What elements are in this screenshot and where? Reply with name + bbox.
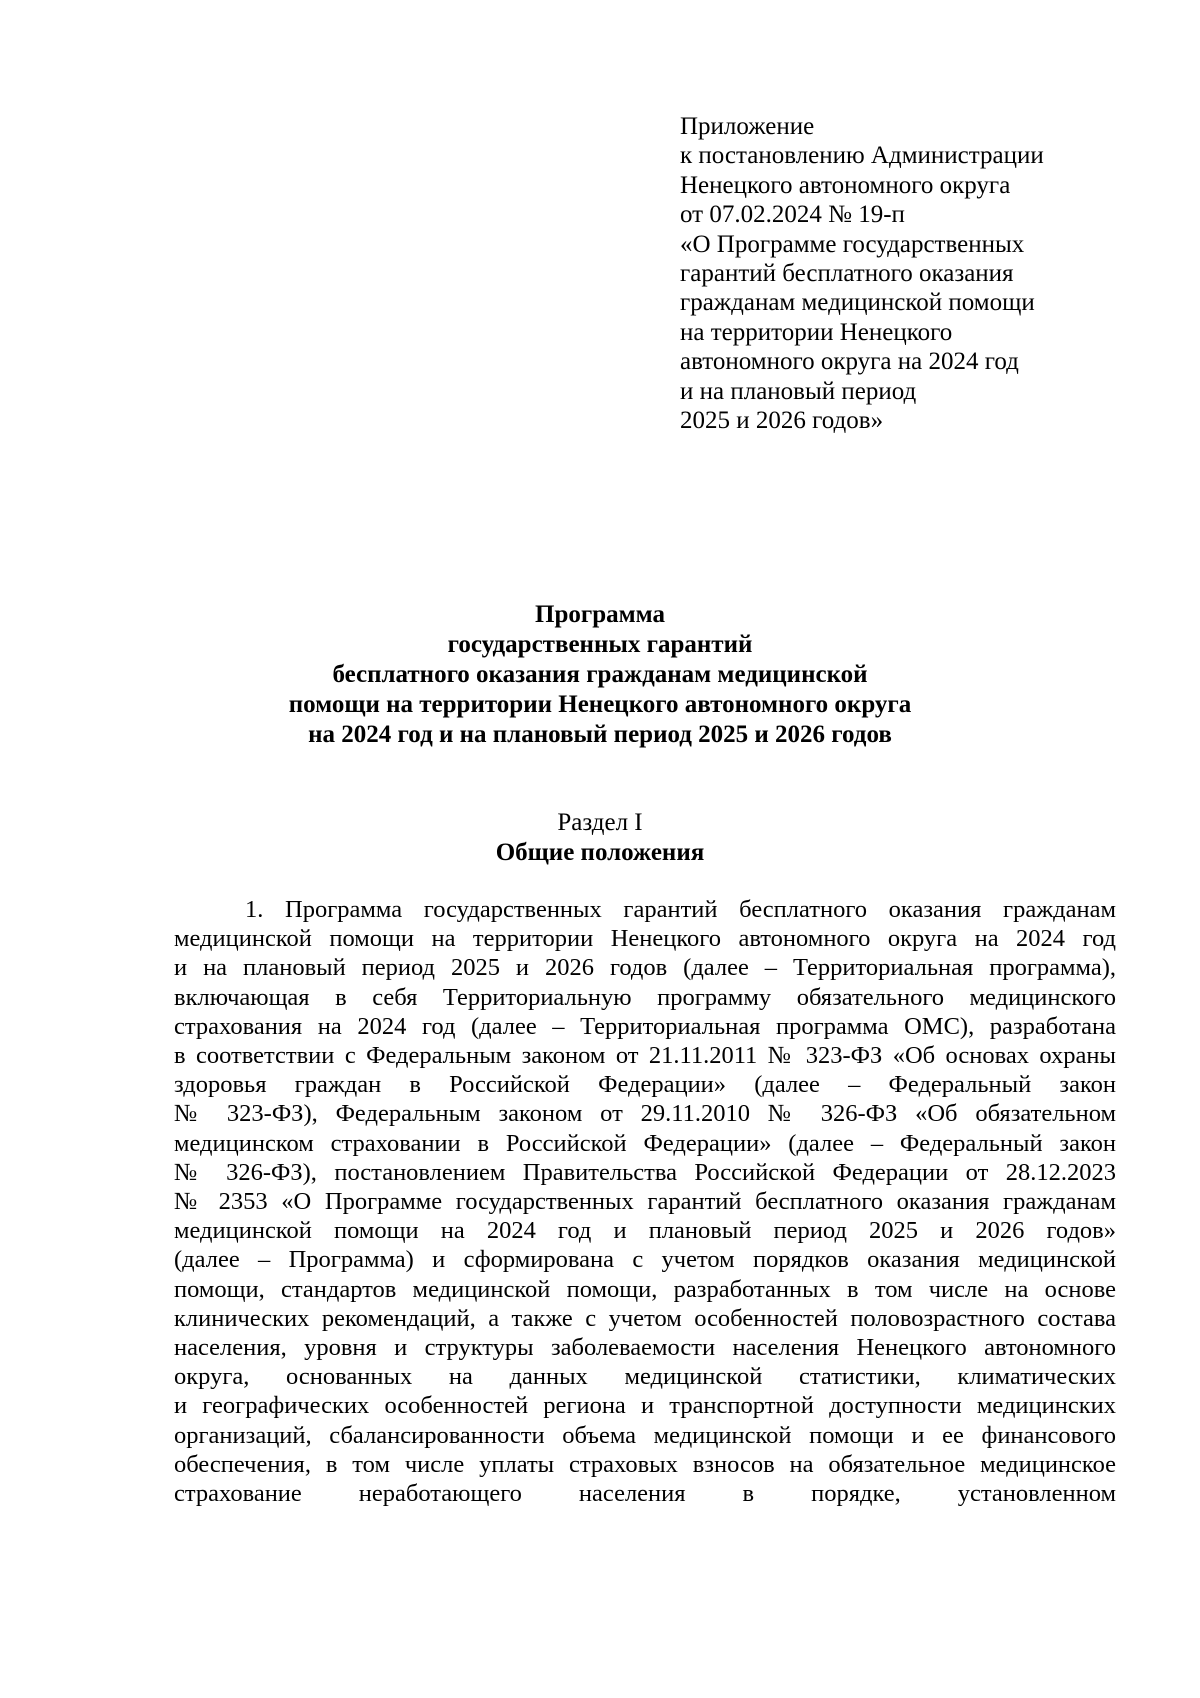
appendix-line: от 07.02.2024 № 19-п — [680, 201, 905, 229]
paragraph-line: медицинском страховании в Российской Федерации» (далее – Федеральный закон — [174, 1129, 1116, 1157]
paragraph-1 — [174, 895, 1116, 1508]
appendix-line: «О Программе государственных — [680, 230, 1025, 258]
title-line: государственных гарантий — [447, 631, 753, 658]
paragraph-line: и географических особенностей региона и транспортной доступности медицинских — [174, 1392, 1116, 1420]
program-title — [170, 600, 1030, 750]
title-line: на 2024 год и на плановый период 2025 и 2026 годов — [308, 721, 892, 748]
paragraph-line: № 2353 «О Программе государственных гарантий бесплатного оказания гражданам — [174, 1188, 1116, 1216]
appendix-line: гражданам медицинской помощи — [680, 289, 1035, 317]
paragraph-line: страхования на 2024 год (далее – Территориальная программа ОМС), разработана — [174, 1012, 1116, 1040]
appendix-line: и на плановый период — [680, 377, 917, 405]
paragraph-line: организаций, сбалансированности объема медицинской помощи и ее финансового — [174, 1421, 1116, 1449]
paragraph-line: населения, уровня и структуры заболеваемости населения Ненецкого автономного — [174, 1334, 1116, 1362]
section-name: Общие положения — [495, 839, 705, 866]
paragraph-line: и на плановый период 2025 и 2026 годов (далее – Территориальная программа), — [174, 954, 1116, 982]
appendix-block — [680, 112, 1150, 435]
paragraph-line: в соответствии с Федеральным законом от 21.11.2011 № 323-ФЗ «Об основах охраны — [174, 1042, 1116, 1070]
paragraph-line: страхование неработающего населения в порядке, установленном — [174, 1480, 1116, 1508]
paragraph-line: включающая в себя Территориальную программу обязательного медицинского — [174, 983, 1116, 1011]
title-line: помощи на территории Ненецкого автономного округа — [288, 691, 912, 718]
appendix-line: Ненецкого автономного округа — [680, 171, 1011, 199]
paragraph-line: клинических рекомендаций, а также с учетом особенностей половозрастного состава — [174, 1304, 1116, 1332]
paragraph-line: обеспечения, в том числе уплаты страховых взносов на обязательное медицинское — [174, 1450, 1116, 1478]
paragraph-line: медицинской помощи на территории Ненецкого автономного округа на 2024 год — [174, 925, 1116, 953]
appendix-line: автономного округа на 2024 год — [680, 348, 1019, 376]
paragraph-line: № 323-ФЗ), Федеральным законом от 29.11.2010 № 326-ФЗ «Об обязательном — [174, 1100, 1116, 1128]
section-heading — [170, 808, 1030, 868]
section-number: Раздел I — [557, 809, 643, 836]
paragraph-line: помощи, стандартов медицинской помощи, разработанных в том числе на основе — [174, 1275, 1116, 1303]
paragraph-line: 1. Программа государственных гарантий бесплатного оказания гражданам — [245, 896, 1116, 923]
title-line: Программа — [535, 601, 665, 628]
paragraph-line: № 326-ФЗ), постановлением Правительства Российской Федерации от 28.12.2023 — [174, 1158, 1116, 1186]
title-line: бесплатного оказания гражданам медицинской — [332, 661, 868, 688]
paragraph-line: (далее – Программа) и сформирована с учетом порядков оказания медицинской — [174, 1246, 1116, 1274]
appendix-line: Приложение — [680, 113, 815, 140]
paragraph-line: здоровья граждан в Российской Федерации» (далее – Федеральный закон — [174, 1071, 1116, 1099]
appendix-line: 2025 и 2026 годов» — [680, 407, 884, 435]
appendix-line: к постановлению Администрации — [680, 142, 1044, 170]
paragraph-line: медицинской помощи на 2024 год и плановый период 2025 и 2026 годов» — [174, 1217, 1116, 1245]
appendix-line: гарантий бесплатного оказания — [680, 260, 1014, 288]
paragraph-line: округа, основанных на данных медицинской статистики, климатических — [174, 1363, 1116, 1391]
appendix-line: на территории Ненецкого — [680, 318, 953, 346]
